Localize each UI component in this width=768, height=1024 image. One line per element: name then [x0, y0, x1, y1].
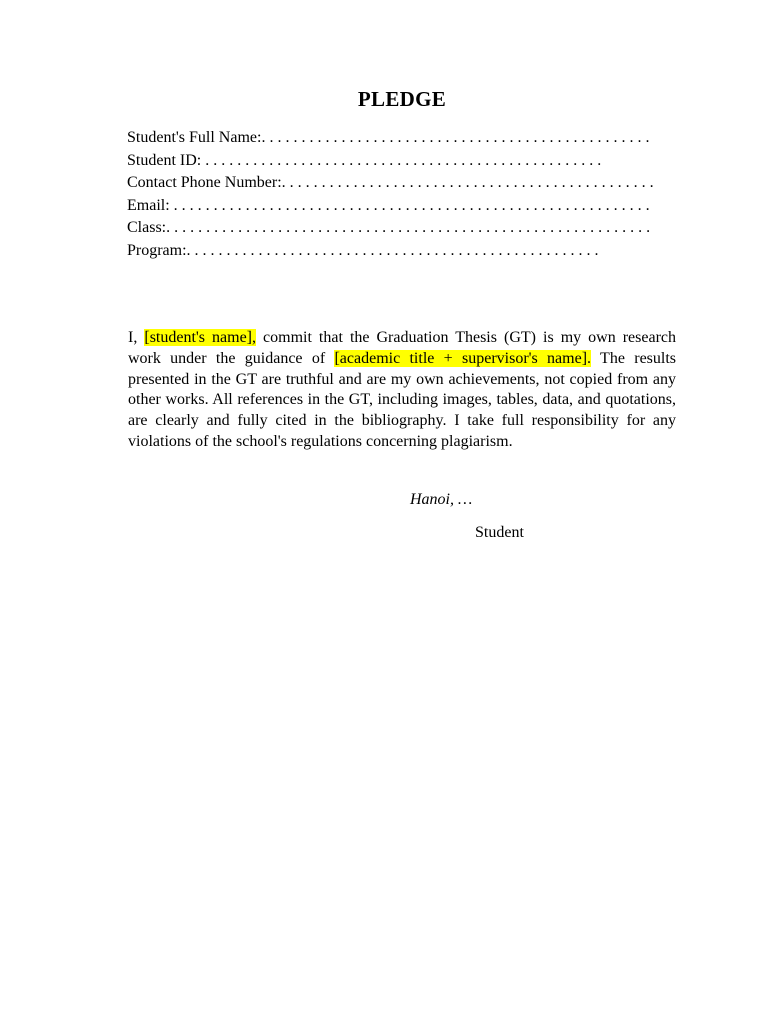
supervisor-placeholder: [academic title + supervisor's name]. [334, 349, 592, 367]
field-dots: . . . . . . . . . . . . . . . . . . . . . . . . . . . . . . . . . . . . . . . . . . . . . . . . . . . . [186, 241, 599, 259]
student-name-placeholder: [student's name], [144, 329, 257, 346]
field-label: Class: [127, 219, 167, 236]
field-label: Student ID: [127, 151, 206, 169]
field-label: Contact Phone Number: [127, 174, 282, 191]
field-full-name [127, 127, 687, 150]
field-dots: . . . . . . . . . . . . . . . . . . . . . . . . . . . . . . . . . . . . . . . . . . . . . . . . . . [205, 151, 602, 169]
student-info-fields [127, 127, 687, 262]
field-dots: . . . . . . . . . . . . . . . . . . . . . . . . . . . . . . . . . . . . . . . . . . . . . . . . . . . . . . . . . . . . . [166, 219, 651, 236]
field-dots: . . . . . . . . . . . . . . . . . . . . . . . . . . . . . . . . . . . . . . . . . . . . . . . . . . . . . . . . . . . . [173, 196, 650, 214]
pledge-middle: commit that the Graduation Thesis (GT) is my own research work under the guidance of [128, 329, 677, 367]
field-class [127, 217, 687, 240]
field-program [127, 240, 687, 263]
pledge-rest: The results presented in the GT are truthful and are my own achievements, not copied from any other works. All references in the GT, including images, tables, data, and quotations, are clearly and fully cited in the bibliography. I take full responsibility for any violations of the school's regulations concerning plagiarism. [128, 349, 677, 450]
field-label: Program: [127, 241, 187, 259]
field-student-id [127, 150, 687, 173]
field-label: Email: [127, 196, 174, 214]
signer-label: Student [475, 524, 524, 541]
field-dots: . . . . . . . . . . . . . . . . . . . . . . . . . . . . . . . . . . . . . . . . . . . . . . . . . [261, 129, 650, 146]
pledge-intro: I, [128, 329, 145, 346]
field-email [127, 195, 687, 218]
field-phone [127, 172, 687, 195]
place-date: Hanoi, … [410, 491, 473, 508]
field-label: Student's Full Name: [127, 129, 262, 146]
pledge-paragraph [128, 328, 676, 453]
field-dots: . . . . . . . . . . . . . . . . . . . . . . . . . . . . . . . . . . . . . . . . . . . . . . . [281, 174, 654, 191]
page-title: PLEDGE [357, 87, 447, 111]
